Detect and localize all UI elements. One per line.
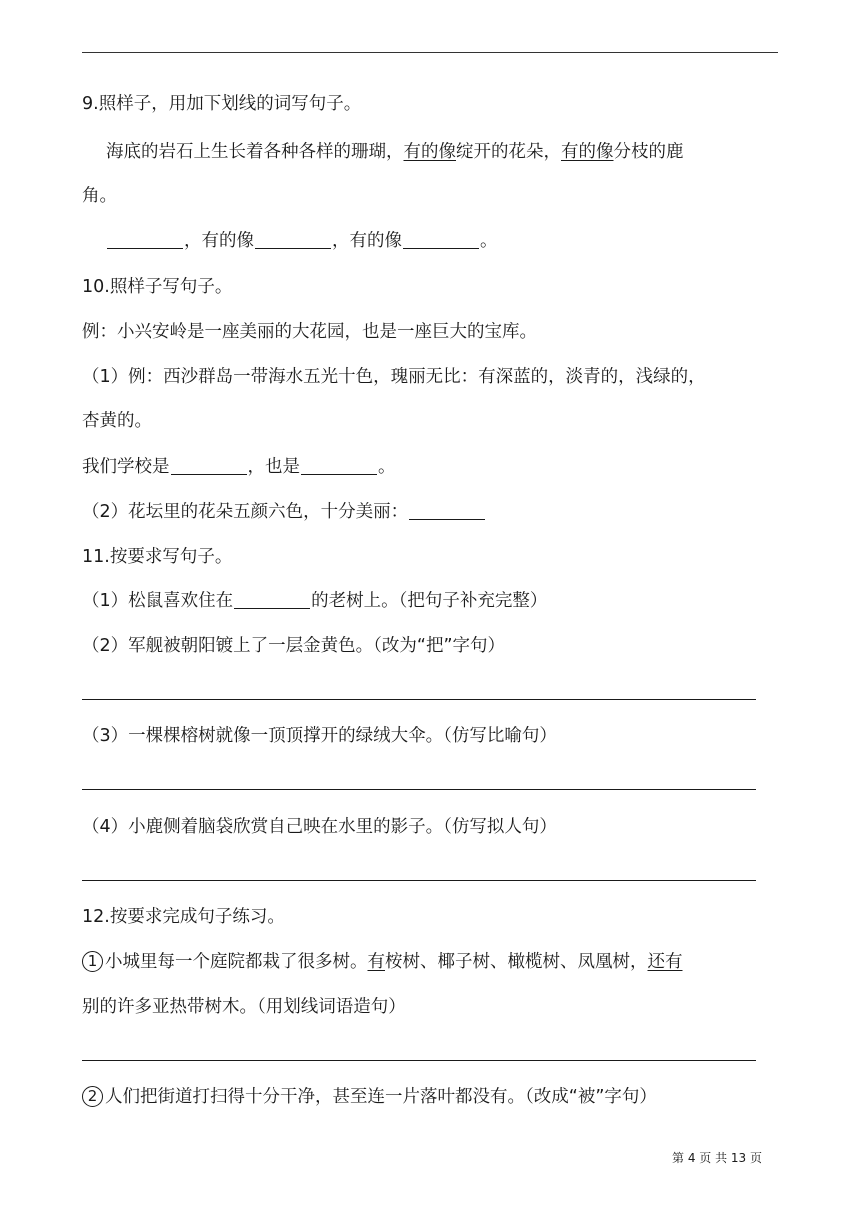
q9-underlined-word-2: 有的像 [561, 142, 614, 162]
q11-p1: （1）松鼠喜欢住在 的老树上。（把句子补充完整） [82, 591, 548, 611]
blank-input[interactable] [403, 230, 479, 249]
q10-p1-fill: 我们学校是 ，也是 。 [82, 457, 396, 477]
q12-title: 12.按要求完成句子练习。 [82, 907, 285, 927]
q11-p3: （3）一棵棵榕树就像一顶顶撑开的绿绒大伞。（仿写比喻句） [82, 726, 557, 746]
q10-p1-line1: （1）例：西沙群岛一带海水五光十色，瑰丽无比：有深蓝的，淡青的，浅绿的， [82, 367, 706, 387]
q12-underlined-word-1: 有 [367, 952, 385, 972]
answer-line[interactable] [82, 1060, 756, 1061]
answer-line[interactable] [82, 699, 756, 700]
header-rule [82, 52, 778, 53]
q12-underlined-word-2: 还有 [647, 952, 683, 972]
blank-input[interactable] [171, 456, 247, 475]
q10-example: 例：小兴安岭是一座美丽的大花园，也是一座巨大的宝库。 [82, 322, 537, 342]
q11-title: 11.按要求写句子。 [82, 547, 233, 567]
q9-title: 9.照样子，用加下划线的词写句子。 [82, 94, 362, 114]
q10-title: 10.照样子写句子。 [82, 277, 233, 297]
q9-example-line1: 海底的岩石上生长着各种各样的珊瑚，有的像绽开的花朵，有的像分枝的鹿 [106, 142, 684, 162]
q11-p2: （2）军舰被朝阳镀上了一层金黄色。（改为“把”字句） [82, 636, 506, 656]
blank-input[interactable] [409, 501, 485, 520]
blank-input[interactable] [234, 590, 310, 609]
circled-number-2: 2 [82, 1086, 103, 1107]
answer-line[interactable] [82, 789, 756, 790]
q9-underlined-word-1: 有的像 [403, 142, 456, 162]
answer-line[interactable] [82, 880, 756, 881]
q10-p1-line2: 杏黄的。 [82, 411, 152, 431]
q10-p2: （2）花坛里的花朵五颜六色，十分美丽： [82, 500, 486, 524]
q12-p1-line2: 别的许多亚热带树木。（用划线词语造句） [82, 997, 406, 1017]
q12-p1-line1: 1 小城里每一个庭院都栽了很多树。有桉树、椰子树、橄榄树、凤凰树，还有 [82, 950, 683, 974]
page-footer [0, 1150, 860, 1166]
q9-fill-line: ，有的像 ，有的像 。 [106, 229, 498, 253]
circled-number-1: 1 [82, 951, 103, 972]
blank-input[interactable] [107, 230, 183, 249]
q12-p2: 2 人们把街道打扫得十分干净，甚至连一片落叶都没有。（改成“被”字句） [82, 1085, 657, 1109]
page-number: 第 4 页 共 13 页 [672, 1151, 762, 1165]
blank-input[interactable] [301, 456, 377, 475]
blank-input[interactable] [255, 230, 331, 249]
q9-example-line2: 角。 [82, 186, 117, 206]
q11-p4: （4）小鹿侧着脑袋欣赏自己映在水里的影子。（仿写拟人句） [82, 817, 557, 837]
